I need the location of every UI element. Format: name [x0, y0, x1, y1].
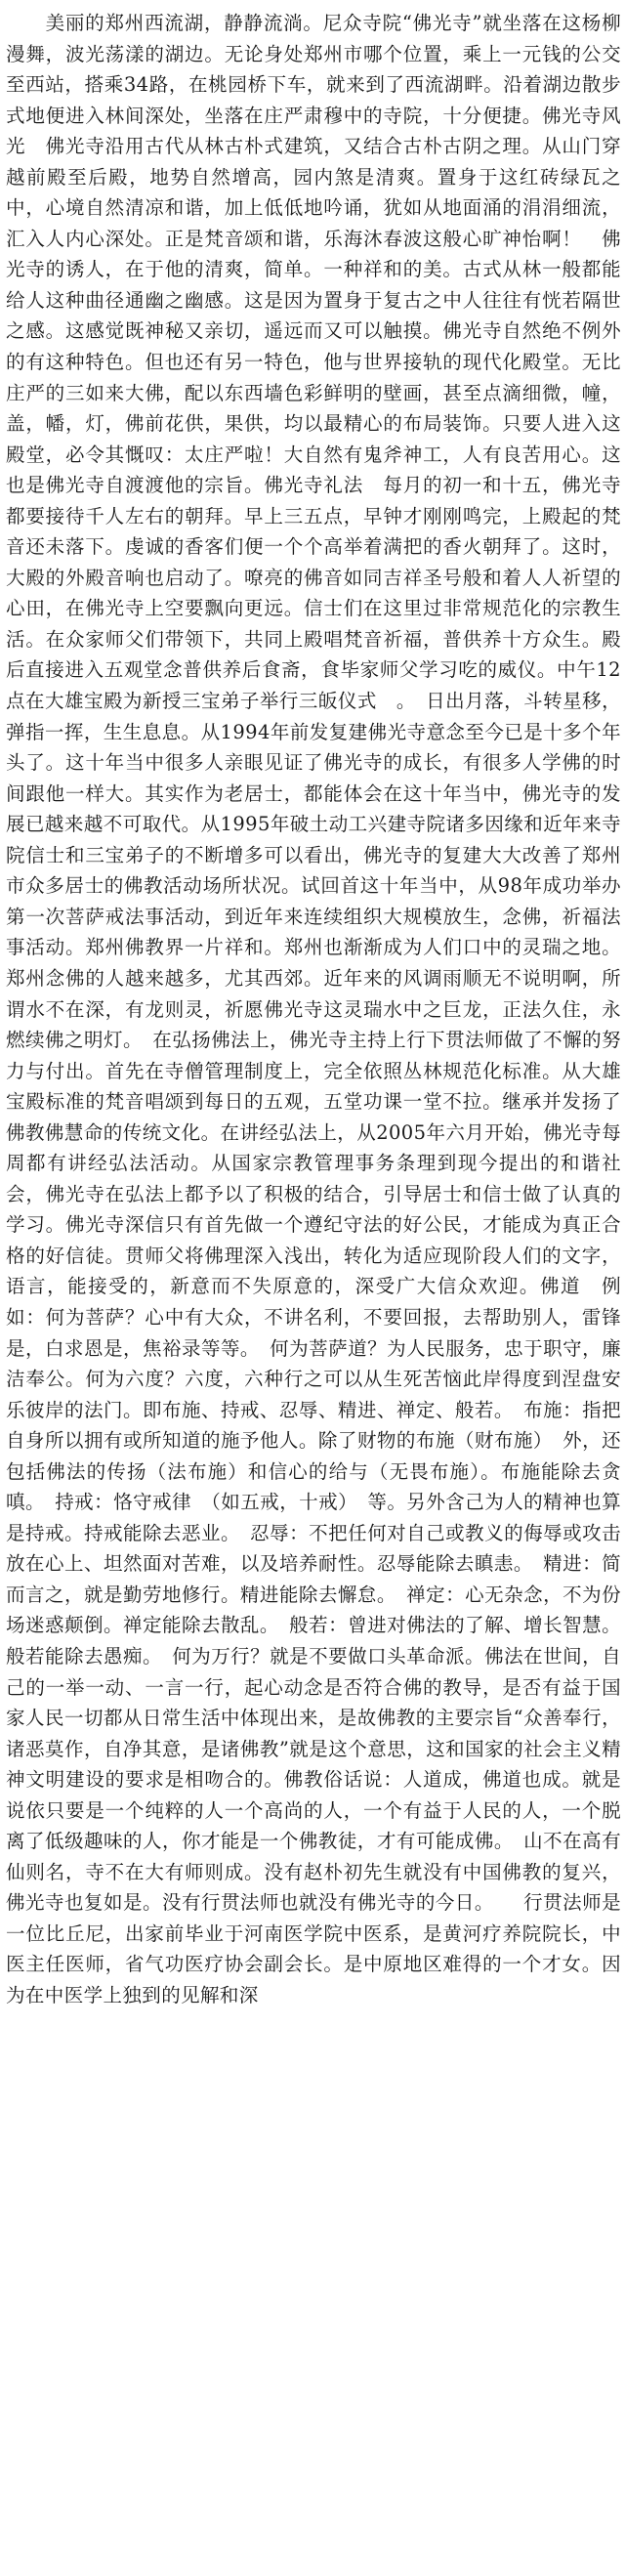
- article-body: [6, 8, 621, 2011]
- article-text: 美丽的郑州西流湖，静静流淌。尼众寺院“佛光寺”就坐落在这杨柳漫舞，波光荡漾的湖边。无论身处郑州市哪个位置，乘上一元钱的公交至西站，搭乘34路，在桃园桥下车，就来到了西流湖畔。沿着湖边散步式地便进入林间深处，坐落在庄严肃穆中的寺院，十分便捷。佛光寺风光 佛光寺沿用古代从林古朴式建筑，又结合古朴古阴之理。从山门穿越前殿至后殿，地势自然增高，园内煞是清爽。置身于这红砖绿瓦之中，心境自然清凉和谐，加上低低地吟诵，犹如从地面涌的涓涓细流，汇入人内心深处。正是梵音颂和谐，乐海沐春波这般心旷神怡啊！ 佛光寺的诱人，在于他的清爽，简单。一种祥和的美。古式从林一般都能给人这种曲径通幽之幽感。这是因为置身于复古之中人往往有恍若隔世之感。这感觉既神秘又亲切，遥远而又可以触摸。佛光寺自然绝不例外的有这种特色。但也还有另一特色，他与世界接轨的现代化殿堂。无比庄严的三如来大佛，配以东西墙色彩鲜明的壁画，甚至点滴细微，幢，盖，幡，灯，佛前花供，果供，均以最精心的布局装饰。只要人进入这殿堂，必令其慨叹：太庄严啦！大自然有鬼斧神工，人有良苦用心。这也是佛光寺自渡渡他的宗旨。佛光寺礼法 每月的初一和十五，佛光寺都要接待千人左右的朝拜。早上三五点，早钟才刚刚鸣完，上殿起的梵音还未落下。虔诚的香客们便一个个高举着满把的香火朝拜了。这时，大殿的外殿音响也启动了。嘹亮的佛音如同吉祥圣号般和着人人祈望的心田，在佛光寺上空要飘向更远。信士们在这里过非常规范化的宗教生活。在众家师父们带领下，共同上殿唱梵音祈福，普供养十方众生。殿后直接进入五观堂念普供养后食斋，食毕家师父学习吃的威仪。中午12点在大雄宝殿为新授三宝弟子举行三皈仪式 。 日出月落，斗转星移，弹指一挥，生生息息。从1994年前发复建佛光寺意念至今已是十多个年头了。这十年当中很多人亲眼见证了佛光寺的成长，有很多人学佛的时间跟他一样大。其实作为老居士，都能体会在这十年当中，佛光寺的发展已越来越不可取代。从1995年破土动工兴建寺院诸多因缘和近年来寺院信士和三宝弟子的不断增多可以看出，佛光寺的复建大大改善了郑州市众多居士的佛教活动场所状况。试回首这十年当中，从98年成功举办第一次菩萨戒法事活动，到近年来连续组织大规模放生，念佛，祈福法事活动。郑州佛教界一片祥和。郑州也渐渐成为人们口中的灵瑞之地。郑州念佛的人越来越多，尤其西郊。近年来的风调雨顺无不说明啊，所谓水不在深，有龙则灵，祈愿佛光寺这灵瑞水中之巨龙，正法久住，永燃续佛之明灯。 在弘扬佛法上，佛光寺主持上行下贯法师做了不懈的努力与付出。首先在寺僧管理制度上，完全依照丛林规范化标准。从大雄宝殿标准的梵音唱颂到每日的五观，五堂功课一堂不拉。继承并发扬了佛教佛慧命的传统文化。在讲经弘法上，从2005年六月开始，佛光寺每周都有讲经弘法活动。从国家宗教管理事务条理到现今提出的和谐社会，佛光寺在弘法上都予以了积极的结合，引导居士和信士做了认真的学习。佛光寺深信只有首先做一个遵纪守法的好公民，才能成为真正合格的好信徒。贯师父将佛理深入浅出，转化为适应现阶段人们的文字，语言，能接受的，新意而不失原意的，深受广大信众欢迎。佛道 例如：何为菩萨？心中有大众，不讲名利，不要回报，去帮助别人，雷锋是，白求恩是，焦裕录等等。 何为菩萨道？为人民服务，忠于职守，廉洁奉公。何为六度？六度，六种行之可以从生死苦恼此岸得度到涅盘安乐彼岸的法门。即布施、持戒、忍辱、精进、禅定、般若。 布施：指把自身所以拥有或所知道的施予他人。除了财物的布施（财布施） 外，还包括佛法的传扬（法布施）和信心的给与（无畏布施）。布施能除去贪嗔。 持戒：恪守戒律 （如五戒，十戒） 等。另外含己为人的精神也算是持戒。持戒能除去恶业。 忍辱：不把任何对自己或教义的侮辱或攻击放在心上、坦然面对苦难，以及培养耐性。忍辱能除去瞋恚。 精进：简而言之，就是勤劳地修行。精进能除去懈怠。 禅定：心无杂念，不为份场迷惑颠倒。禅定能除去散乱。 般若：曾进对佛法的了解、增长智慧。般若能除去愚痴。 何为万行？就是不要做口头革命派。佛法在世间，自己的一举一动、一言一行，起心动念是否符合佛的教导，是否有益于国家人民一切都从日常生活中体现出来，是故佛教的主要宗旨“众善奉行，诸恶莫作，自净其意，是诸佛教”就是这个意思，这和国家的社会主义精神文明建设的要求是相吻合的。佛教俗话说：人道成，佛道也成。就是说依只要是一个纯粹的人一个高尚的人，一个有益于人民的人，一个脱离了低级趣味的人，你才能是一个佛教徒，才有可能成佛。 山不在高有仙则名，寺不在大有师则成。没有赵朴初先生就没有中国佛教的复兴，佛光寺也复如是。没有行贯法师也就没有佛光寺的今日。 行贯法师是一位比丘尼，出家前毕业于河南医学院中医系，是黄河疗养院院长，中医主任医师，省气功医疗协会副会长。是中原地区难得的一个才女。因为在中医学上独到的见解和深: [6, 12, 621, 2006]
